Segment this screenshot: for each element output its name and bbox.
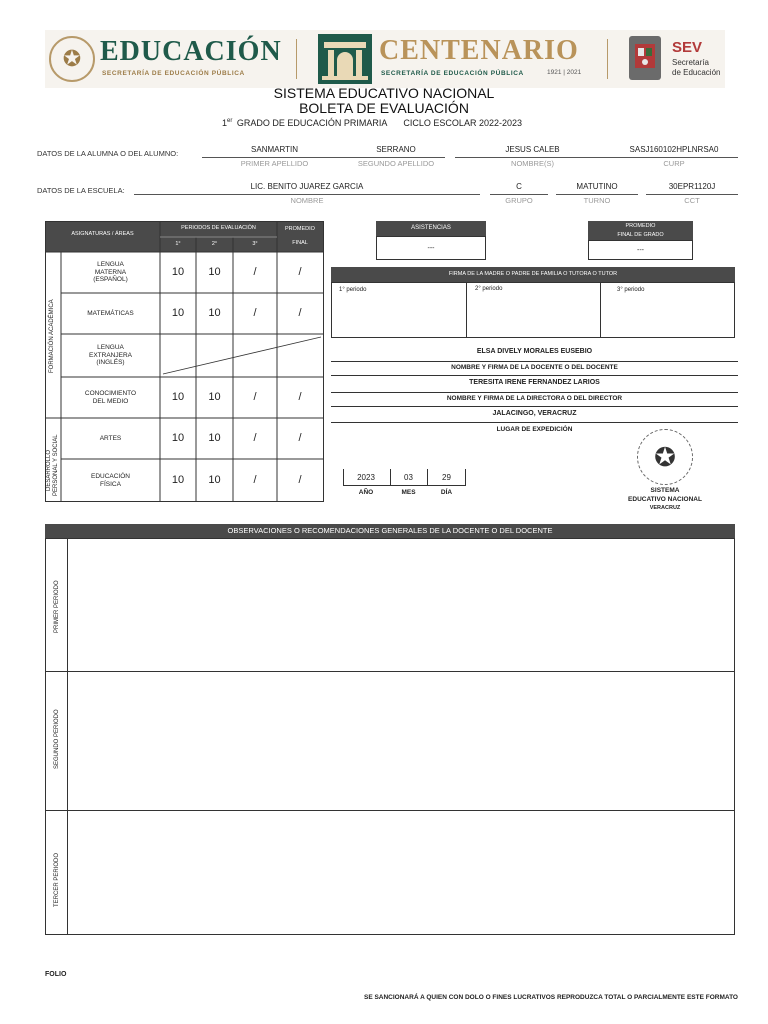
average-header: PROMEDIO [285,226,315,232]
subject-name-line: ARTES [99,434,122,442]
title-line2: BOLETA DE EVALUACIÓN [299,100,469,116]
grade-p1-cell: 10 [171,473,185,486]
signature-period-2: 2° periodo [475,286,503,292]
centenario-building-icon [318,34,372,84]
subject-name-line: FÍSICA [100,480,121,488]
final-average-cell: / [298,265,302,278]
date-year-label: AÑO [358,489,374,496]
personal-group-label-2: PERSONAL Y SOCIAL [53,434,59,496]
school-data-label: DATOS DE LA ESCUELA: [37,186,125,195]
date-month-label: MES [401,489,416,496]
teacher-name: ELSA DIVELY MORALES EUSEBIO [476,348,593,355]
names-value: JESUS CALEB [455,145,610,158]
parent-signature-header: FIRMA DE LA MADRE O PADRE DE FAMILIA O TUTORA O TUTOR [331,267,735,282]
periods-header: PERIODOS DE EVALUACIÓN [181,225,256,231]
header-banner [45,30,725,88]
average-subheader: FINAL [292,240,308,246]
school-cycle: CICLO ESCOLAR 2022-2023 [403,118,522,128]
sev-logo-sub1: Secretaría [672,58,709,67]
sev-logo-sub2: de Educación [672,68,721,77]
grade-p2-cell: 10 [208,390,221,403]
second-surname-label: SEGUNDO APELLIDO [357,159,435,168]
subject-name [61,377,160,418]
observations-first-period-area[interactable] [68,539,735,671]
title-line1: SISTEMA EDUCATIVO NACIONAL [273,85,495,101]
director-name: TERESITA IRENE FERNANDEZ LARIOS [469,379,600,386]
subject-name [61,418,160,459]
observations-second-period: SEGUNDO PERIODO [54,709,60,769]
veracruz-shield-icon [629,36,661,80]
cct-label: CCT [684,196,700,205]
mexico-seal-icon: ✪ [49,36,95,82]
seal-line3: VERACRUZ [649,505,681,511]
school-name-value: LIC. BENITO JUAREZ GARCIA [134,182,480,195]
grade-p3-cell: / [253,390,257,403]
grade-number: 1 [222,118,228,128]
subject-name-line: EDUCACIÓN [90,472,130,480]
subject-name-line: MATERNA [94,268,127,276]
grade-p3-cell: / [253,306,257,319]
date-year: 2023 [357,473,375,482]
divider [296,39,297,79]
footer-warning: SE SANCIONARÁ A QUIEN CON DOLO O FINES LUCRATIVOS REPRODUZCA TOTAL O PARCIALMENTE ESTE FORMATO [363,994,738,1001]
grade-p2-cell: 10 [208,265,221,278]
signature-period-1: 1° periodo [339,287,367,293]
parent-signature-boxes [331,282,735,338]
observations-third-period-area[interactable] [68,811,735,935]
grade-p1-cell: 10 [171,306,185,319]
subjects-header: ASIGNATURAS / ÁREAS [71,231,134,237]
curp-label: CURP [663,159,685,168]
attendance-header: ASISTENCIAS [376,221,486,236]
teacher-signature-label: NOMBRE Y FIRMA DE LA DOCENTE O DEL DOCENTE [451,364,618,371]
centenario-logo-subtitle: SECRETARÍA DE EDUCACIÓN PÚBLICA [381,70,524,77]
educacion-logo-title: EDUCACIÓN [100,36,282,67]
final-average-value: --- [588,240,693,260]
observations-second-period-area[interactable] [68,672,735,810]
subject-name-line: LENGUA [97,343,124,351]
seal-line2: EDUCATIVO NACIONAL [628,496,702,503]
subject-name-line: (INGLÉS) [96,359,125,367]
subject-name-line: DEL MEDIO [92,397,129,405]
group-label: GRUPO [505,196,533,205]
observations-header: OBSERVACIONES O RECOMENDACIONES GENERALES DE LA DOCENTE O DEL DOCENTE [45,524,735,538]
place-value: JALACINGO, VERACRUZ [492,410,577,417]
period-1-header: 1° [175,241,181,247]
divider [607,39,608,79]
grade-p1-cell: 10 [171,265,185,278]
first-surname-value: SANMARTIN [202,145,347,158]
signature-period-3: 3° periodo [617,287,645,293]
educacion-logo-subtitle: SECRETARÍA DE EDUCACIÓN PÚBLICA [102,70,245,77]
shift-label: TURNO [583,196,611,205]
group-value: C [490,182,548,195]
grade-p3-cell: / [253,265,257,278]
subject-name-line: CONOCIMIENTO [84,389,137,397]
grade-p1-cell: 10 [171,390,185,403]
final-average-header-2: FINAL DE GRADO [617,231,664,238]
final-average-cell: / [298,473,302,486]
subject-name [61,293,160,334]
school-name-label: NOMBRE [290,196,324,205]
place-label: LUGAR DE EXPEDICIÓN [496,426,573,433]
names-label: NOMBRE(S) [511,159,554,168]
personal-group-label-1: DESARROLLO [46,449,52,491]
first-surname-label: PRIMER APELLIDO [240,159,309,168]
national-seal-icon: ✪ [637,429,693,485]
grade-p2-cell: 10 [208,306,221,319]
attendance-value: --- [376,236,486,260]
centenario-years: 1921 | 2021 [547,69,582,76]
curp-value: SASJ160102HPLNRSA0 [610,145,738,158]
observations-first-period: PRIMER PERIODO [54,580,60,633]
grade-line [222,118,522,128]
grade-p3-cell: / [253,473,257,486]
grade-p1-cell: 10 [171,431,185,444]
director-signature-label: NOMBRE Y FIRMA DE LA DIRECTORA O DEL DIRECTOR [446,395,623,402]
observations-box [45,538,735,935]
date-day-label: DÍA [440,489,453,496]
student-data-label: DATOS DE LA ALUMNA O DEL ALUMNO: [37,149,179,158]
grade-superscript: er [227,118,233,124]
date-month: 03 [404,473,413,482]
cct-value: 30EPR1120J [646,182,738,195]
folio-label: FOLIO [45,971,67,978]
academic-group-label: FORMACIÓN ACADÉMICA [49,299,55,373]
subject-name-line: (ESPAÑOL) [93,276,128,284]
grade-text: GRADO DE EDUCACIÓN PRIMARIA [236,118,387,128]
subject-name [61,334,160,377]
final-average-cell: / [298,306,302,319]
subject-name-line: LENGUA [97,260,124,268]
grade-p3-cell: / [253,431,257,444]
period-3-header: 3° [252,241,258,247]
final-average-header-1: PROMEDIO [625,223,656,229]
final-average-cell: / [298,390,302,403]
subject-name [61,459,160,502]
shift-value: MATUTINO [556,182,638,195]
seal-line1: SISTEMA [650,487,680,494]
sev-logo-title: SEV [672,39,703,56]
grade-p2-cell: 10 [208,431,221,444]
final-average-header [588,221,693,240]
period-2-header: 2° [211,241,218,247]
subject-name [61,252,160,293]
grades-table [45,221,324,502]
final-average-cell: / [298,431,302,444]
centenario-logo-title: CENTENARIO [379,35,579,66]
subject-name-line: EXTRANJERA [89,351,132,359]
observations-third-period: TERCER PERIODO [54,852,60,907]
grade-p2-cell: 10 [208,473,221,486]
subject-name-line: MATEMÁTICAS [87,309,134,317]
date-day: 29 [442,473,451,482]
second-surname-value: SERRANO [347,145,445,158]
